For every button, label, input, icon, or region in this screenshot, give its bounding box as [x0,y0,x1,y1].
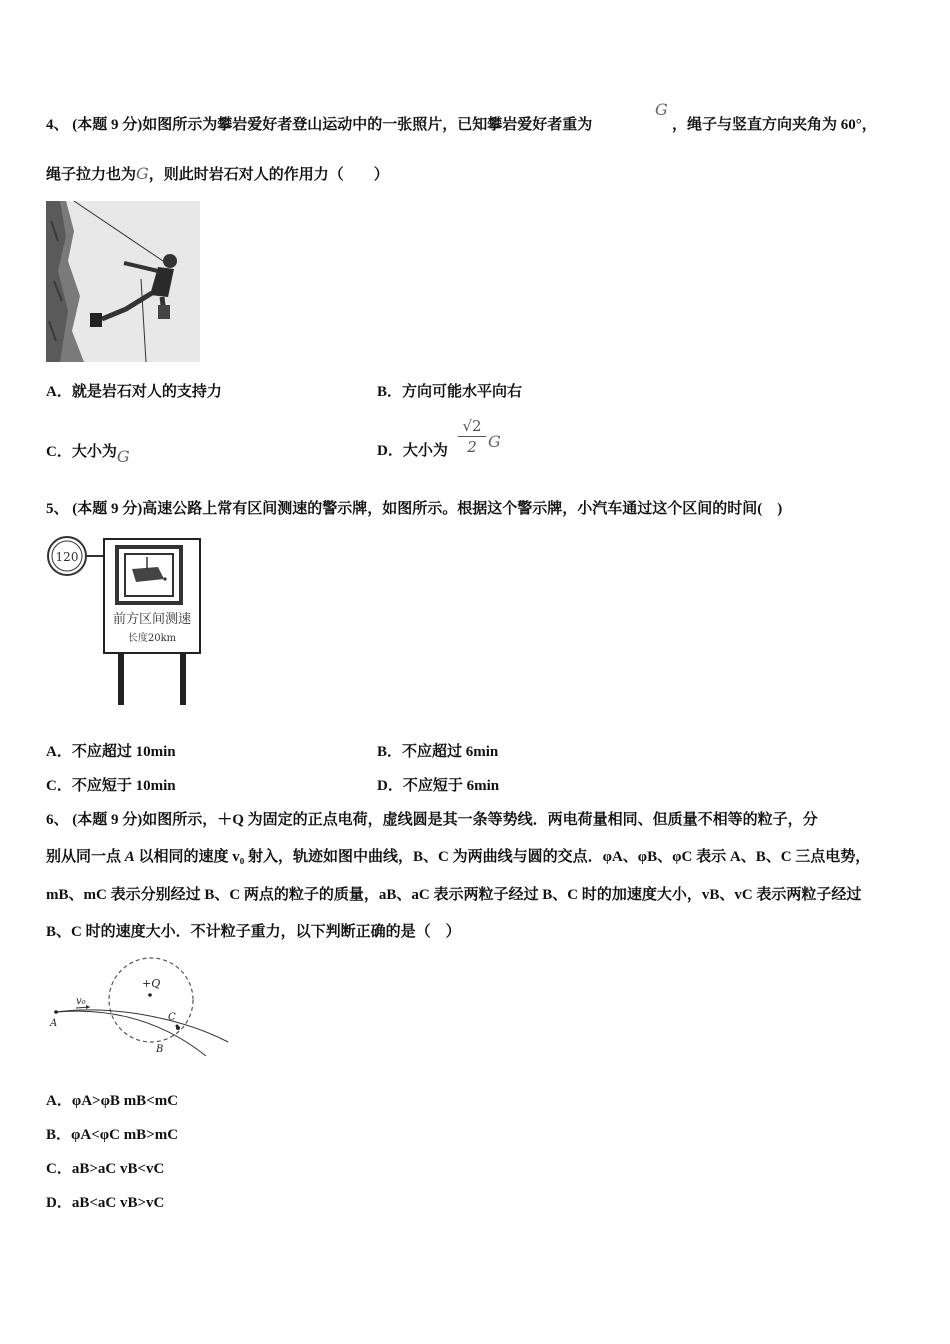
q6-option-c[interactable]: C．aB>aC vB<vC [46,1161,165,1177]
q5-option-c[interactable]: C．不应短于 10min [46,778,176,794]
q4-symbol-g-2: G [136,164,149,183]
q4-option-d-fraction [458,416,486,457]
fig-a-label: A [50,1018,58,1029]
q6-line-4: B、C 时的速度大小．不计粒子重力，以下判断正确的是（ ） [46,924,461,940]
q4-option-d-numerator: √2 [458,416,486,437]
q4-line-1-suffix: ，绳子与竖直方向夹角为 60°， [672,117,877,133]
q6-option-d[interactable]: D．aB<aC vB>vC [46,1195,165,1211]
sign-title: 前方区间测速 [112,612,192,627]
q4-line-2-prefix: 绳子拉力也为 [46,167,137,183]
q4-option-d[interactable] [377,441,448,461]
q4-line-1-prefix: 4、 (本题 9 分)如图所示为攀岩爱好者登山运动中的一张照片，已知攀岩爱好者重为 [46,117,593,133]
q4-line-2-suffix: ，则此时岩石对人的作用力（ ） [148,167,389,183]
q5-option-d[interactable]: D．不应短于 6min [377,778,500,794]
sign-speed: 120 [55,550,79,564]
q4-symbol-g-1: G [655,100,668,119]
q4-option-c[interactable] [46,441,130,466]
q4-option-d-denominator: 2 [467,438,477,456]
q4-line-1 [46,115,592,135]
climber-photo [46,201,200,362]
q5-text: 5、 (本题 9 分)高速公路上常有区间测速的警示牌，如图所示。根据这个警示牌，小汽车通过这个区间的时间( ) [46,501,783,517]
fig-v0-label: v₀ [76,996,86,1007]
q4-line-2 [46,164,389,185]
q4-option-b[interactable]: B．方向可能水平向右 [377,384,523,400]
q6-line-2: 别从同一点 A 以相同的速度 v₀ 射入，轨迹如图中曲线，B、C 为两曲线与圆的交点．φA、φB、φC 表示 A、B、C 三点电势， [46,849,871,865]
charge-trajectory-figure [46,952,231,1060]
q6-line-1: 6、 (本题 9 分)如图所示，＋Q 为固定的正点电荷，虚线圆是其一条等势线．两电荷量相同、但质量不相等的粒子，分 [46,812,818,828]
speed-sign-figure [46,535,204,707]
q4-option-c-prefix: C．大小为 [46,444,117,460]
q4-option-d-symbol: G [488,432,501,451]
fig-charge-label: +Q [142,977,161,990]
q6-option-b[interactable]: B．φA<φC mB>mC [46,1127,179,1143]
fig-b-label: B [156,1044,164,1055]
q4-option-c-symbol: G [116,447,130,466]
q5-option-b[interactable]: B．不应超过 6min [377,744,499,760]
sign-length: 长度20km [127,633,177,644]
fig-c-label: C [168,1012,176,1023]
q6-option-a[interactable]: A．φA>φB mB<mC [46,1093,179,1109]
q6-line-3: mB、mC 表示分别经过 B、C 两点的粒子的质量，aB、aC 表示两粒子经过 B、C 时的加速度大小，vB、vC 表示两粒子经过 [46,887,862,903]
q4-option-d-prefix: D．大小为 [377,443,448,459]
q4-option-a[interactable]: A．就是岩石对人的支持力 [46,384,222,400]
q5-option-a[interactable]: A．不应超过 10min [46,744,176,760]
